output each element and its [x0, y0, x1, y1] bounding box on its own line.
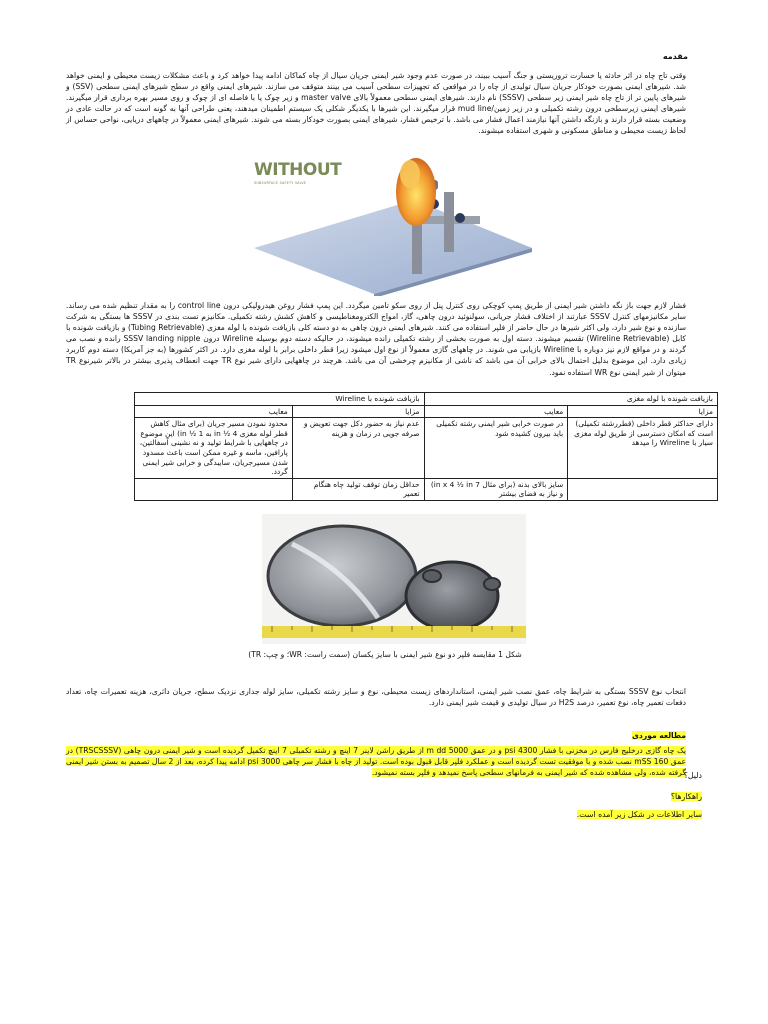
case-study-section: [66, 730, 686, 778]
figure1-label-line1: WITHOUT: [254, 160, 342, 180]
table-row: [135, 478, 718, 500]
intro-paragraph: وقتی تاج چاه در اثر حادثه یا خسارت تروریستی و جنگ آسیب ببیند، در صورت عدم وجود شیر ایمنی جریان سیال از چاه کماکان ادامه پیدا خواهد کرد و باعث مشکلات زیست محیطی و ایمنی خواهد شد. شیرهای ایمنی بصورت خودکار جریان سیال تولیدی از چاه را در مواقعی که تجهیزات سطحی آسیب می بینند متوقف می سازند. شیرهای ایمنی واقع در سطح شیرهای ایمنی سطحی (SSV) و شیرهای پایین تر از تاج چاه شیر ایمنی زیر سطحی (SSSV) نام دارند. شیرهای ایمنی سطحی معمولاً بالای master valve و زیر چوک یا با فاصله ای از چوک و روی مسیر بهره برداری قرار میگیرند. شیرهای ایمنی زیرسطحی درون رشته تکمیلی و در زیر زمین/mud line قرار میگیرند. این شیرها با یکدیگر شکلی یک سیستم اطمینان میدهند، یعنی طراحی آنها به گونه است که در حالت عادی در وضعیت بسته قرار دارند و بازنگه داشتن آنها نیازمند اعمال فشار می باشد. با ترخیص فشار، شیرهای ایمنی بصورت خودکار بسته می شوند. شیرهای ایمنی معمولاً در چاههای دریایی، نواحی حساس از لحاظ زیست محیطی و مناطق مسکونی و شهری استفاده میشوند.: [66, 71, 686, 136]
table-cell: دارای حداکثر قطر داخلی (قطررشته تکمیلی) است که امکان دسترسی از طریق لوله مغزی سیار با Wireline را میدهد: [568, 418, 718, 479]
selection-paragraph: انتخاب نوع SSSV بستگی به شرایط چاه، عمق نصب شیر ایمنی، استانداردهای زیست محیطی، نوع و سایز رشته تکمیلی، سایز لوله جداری نزدیک سطح، جریان دائری، هزینه تعمیرات چاه، تعداد دفعات تعمیر چاه، نوع تعمیر، درصد H2S در سیال تولیدی و قیمت شیر ایمنی دارد.: [66, 687, 686, 708]
figure1-label: [254, 160, 341, 185]
header-wireline-retrievable: بازیافت شونده با Wireline: [135, 393, 425, 406]
subheader-wireline-disadvantages: معایب: [135, 405, 293, 418]
flapper-photo: [262, 514, 526, 644]
figure-caption: شکل 1 مقایسه فلپر دو نوع شیر ایمنی با سایز یکسان (سمت راست: WR؛ و چپ: TR): [248, 650, 522, 659]
table-subheader-row: [135, 405, 718, 418]
other-info-note: [577, 810, 702, 819]
table-cell: [135, 478, 293, 500]
table-cell: عدم نیاز به حضور دکل جهت تعویض و صرفه جویی در زمان و هزینه: [292, 418, 424, 479]
table-cell: محدود نمودن مسیر جریان (برای مثال کاهش قطر لوله مغزی 4 ½ in به 1 ½ in) این موضوع در چاههایی با شرایط تولید و نه نشینی آسفالتین، پارافین، ماسه و غیره ممکن است باعث مسدود شدن مسیرجریان، سایبدگی و خرابی شیر ایمنی گردد.: [135, 418, 293, 479]
subheader-wireline-advantages: مزایا: [292, 405, 424, 418]
table-cell: سایز بالای بدنه (برای مثال 7 in x 4 ½ in) و نیاز به فضای بیشتر: [424, 478, 568, 500]
flapper-comparison-photo: [262, 514, 526, 644]
other-info-text: سایر اطلاعات در شکل زیر آمده است.: [576, 810, 702, 819]
mechanism-paragraph: فشار لازم جهت باز نگه داشتن شیر ایمنی از طریق پمپ کوچکی روی کنترل پنل از روی سکو تامین میگردد. این پمپ فشار روغن هیدرولیکی درون control line را به مقدار تنظیم شده می رساند. سایر مکانیزمهای کنترل SSSV عبارتند از اختلاف فشار جریانی، سولنوئید درون چاهی، گاز، امواج الکترومغناطیسی و کاهش کشش رشته تکمیلی. مکانیزم تست بندی در SSSV ها بستگی به شرکت سازنده و نوع شیر دارد، ولی اکثر شیرها در حال حاضر از فلپر استفاده می کنند. شیرهای ایمنی درون چاهی به دو دسته کلی بازیافت شونده با لوله مغزی (Tubing Retrievable) و بازیافت شونده با کابل (Wireline Retrievable) تقسیم میشوند. دسته اول به صورت بخشی از رشته تکمیلی رانده میشوند، در حالیکه دسته دوم بوسیله Wireline درون SSSV landing nipple رانده و نصب می گردند و در مواقع لازم نیز دوباره با Wireline بازیابی می شوند. در چاههای گازی معمولاً از نوع اول میشود زیرا قطر داخلی برابر با لوله مغزی دارد. در اکثر کشورها (به جز آمریکا) دسته دوم کاربرد زیادی دارد. این موضوع بدلیل احتمال بالای خرابی آن می باشد که ناشی از مکانیزم چرخشی آن می باشد. هرچند در چاههایی دارای شیر نوع TR جهت انعطاف پذیری بیشتر در بالاتر شیرنوع TR میتوان از شیر ایمنی نوع WR استفاده نمود.: [66, 301, 687, 377]
table-cell: در صورت خرابی شیر ایمنی رشته تکمیلی باید بیرون کشیده شود: [424, 418, 568, 479]
table-cell: حداقل زمان توقف تولید چاه هنگام تعمیر: [292, 478, 424, 500]
question-solutions: [671, 792, 702, 801]
case-study-heading: [66, 730, 686, 741]
case-study-paragraph: یک چاه گازی درخلیج فارس در مخزنی با فشار 4300 psi و در عمق 5000 m dd از طریق راشن لاینر 7 اینچ و رشته تکمیلی 7 اینچ تکمیل گردیده است و شیر ایمنی درون چاهی (TRSCSSSV) در عمق 160 mSS نصب شده و با موفقیت تست گردیده است و عملکرد فلپر قابل قبول بوده است. تولید از چاه با فشار سر چاهی 3000 psi ادامه پیدا کرده، بعد از 2 سال تصمیم به بستن شیر ایمنی گرفته شده، ولی مشاهده شده که شیر ایمنی به فرمانهای سطحی پاسخ نمیدهد و فلپر بسته نمیشود.: [66, 746, 686, 778]
subheader-tubing-advantages: مزایا: [568, 405, 718, 418]
table-cell: [568, 478, 718, 500]
figure1-label-line2: SUBSURFACE SAFETY VALVE: [254, 181, 307, 185]
intro-heading: مقدمه: [662, 52, 688, 61]
question-solutions-text: راهکارها؟: [670, 792, 702, 801]
table-row: [135, 418, 718, 479]
header-tubing-retrievable: بازیافت شونده با لوله مغزی: [424, 393, 717, 406]
wellhead-fire-figure: [234, 152, 546, 296]
case-study-heading-text: مطالعه موردی: [631, 731, 686, 740]
question-reason: دلیل؟: [683, 771, 702, 780]
table-header-row: [135, 393, 718, 406]
comparison-table: [134, 392, 718, 501]
subheader-tubing-disadvantages: معایب: [424, 405, 568, 418]
